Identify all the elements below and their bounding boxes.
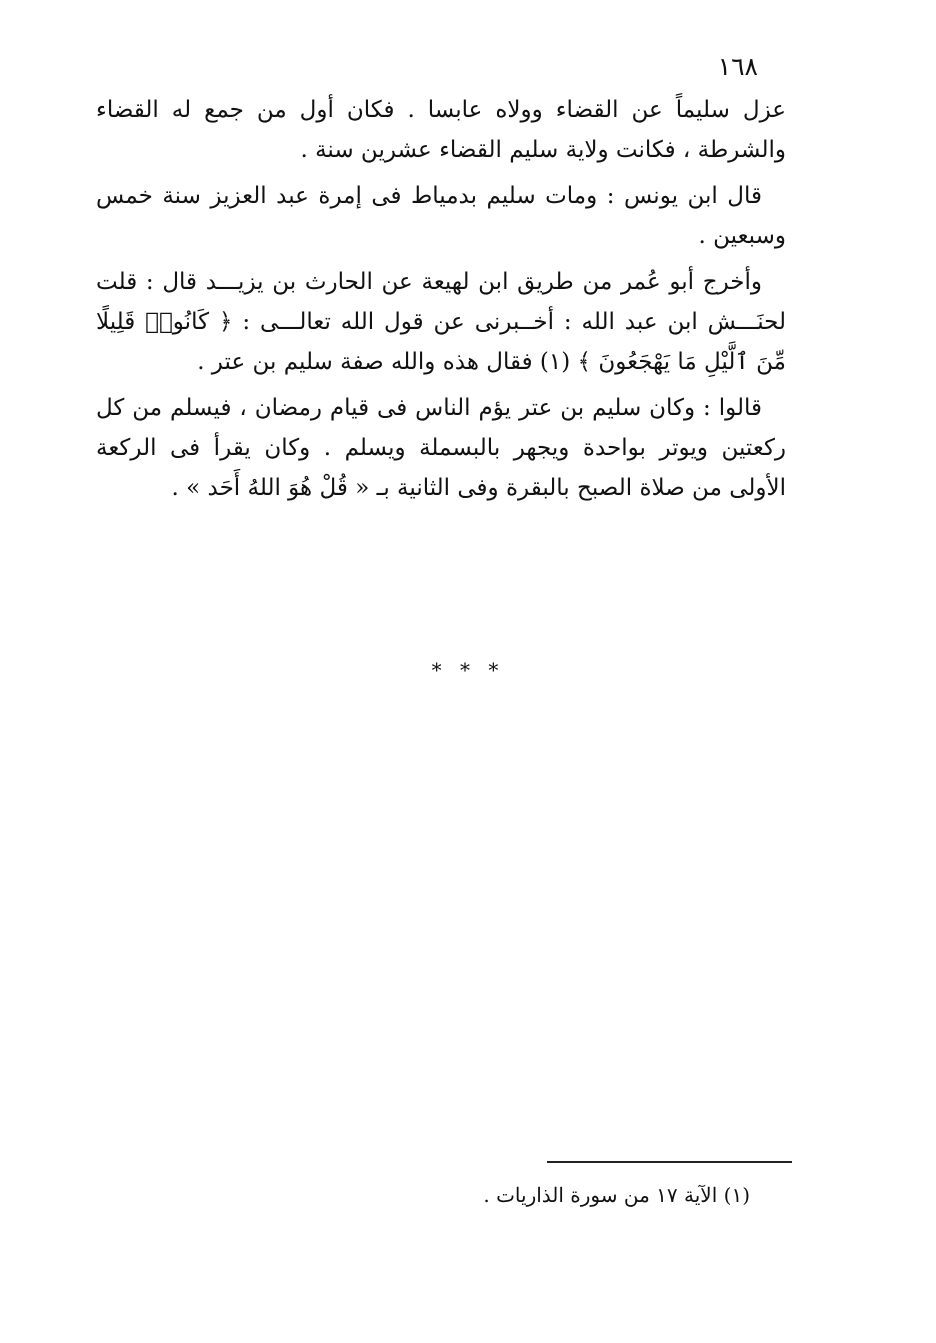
paragraph-3: وأخرج أبو عُمر من طريق ابن لهيعة عن الحارث بن يزيـــد قال : قلت لحنَـــش ابن عبد الله : أخــبرنى عن قول الله تعالـــى : ﴿ كَانُوا۟ قَلِيلًا مِّنَ ٱلَّيْلِ مَا يَهْجَعُونَ ﴾ (١) فقال هذه والله صفة سليم بن عتر . bbox=[96, 269, 786, 375]
section-separator: * * * bbox=[431, 658, 505, 682]
paragraph-2: قال ابن يونس : ومات سليم بدمياط فى إمرة عبد العزيز سنة خمس وسبعين . bbox=[96, 183, 786, 249]
paragraph-1: عزل سليماً عن القضاء وولاه عابسا . فكان أول من جمع له القضاء والشرطة ، فكانت ولاية سليم القضاء عشرين سنة . bbox=[96, 97, 786, 163]
footnote-divider bbox=[547, 1161, 792, 1163]
body-text bbox=[96, 90, 786, 508]
footnote: (١) الآية ١٧ من سورة الذاريات . bbox=[483, 1183, 750, 1207]
page-number: ١٦٨ bbox=[717, 52, 758, 81]
paragraph-4: قالوا : وكان سليم بن عتر يؤم الناس فى قيام رمضان ، فيسلم من كل ركعتين ويوتر بواحدة ويجهر بالبسملة ويسلم . وكان يقرأ فى الركعة الأولى من صلاة الصبح بالبقرة وفى الثانية بـ « قُلْ هُوَ اللهُ أَحَد » . bbox=[96, 395, 786, 501]
